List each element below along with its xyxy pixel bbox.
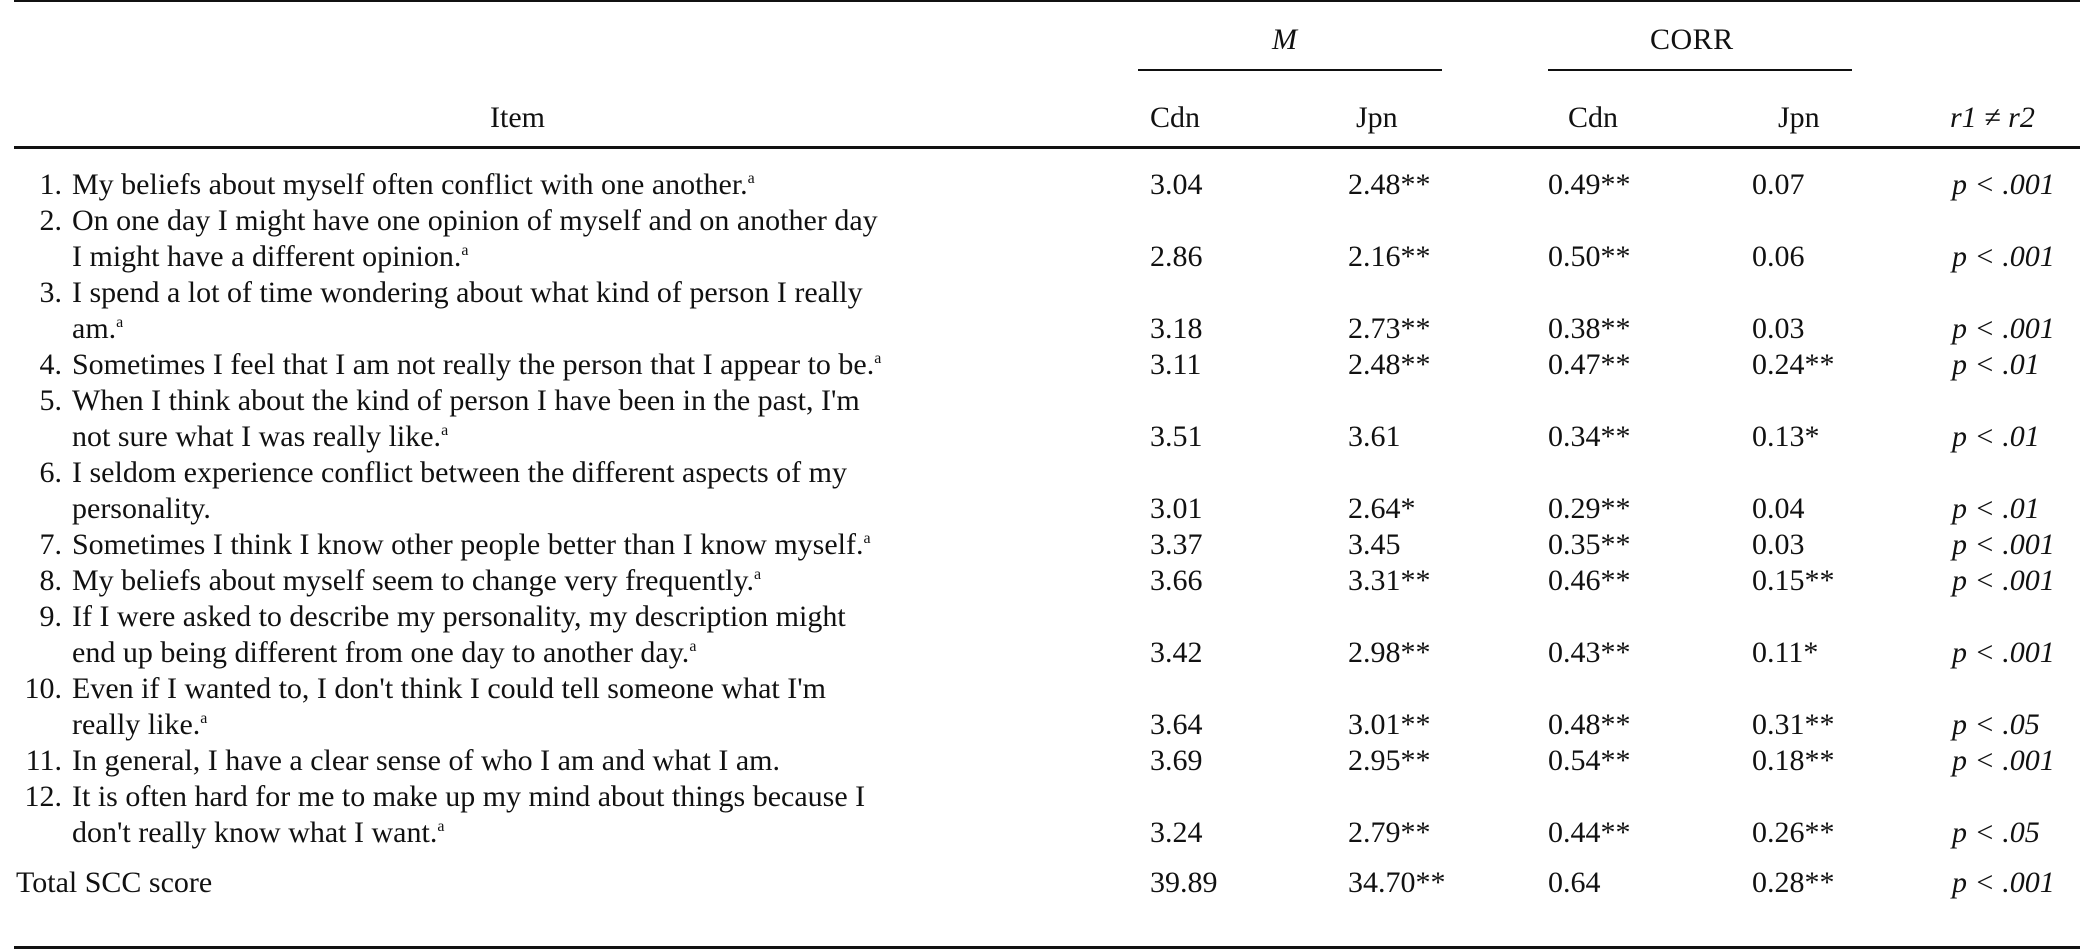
column-header-corr-jpn: Jpn xyxy=(1778,101,1820,134)
corr-cdn-value: 0.50** xyxy=(1548,240,1631,273)
corr-cdn-value: 0.49** xyxy=(1548,168,1631,201)
corr-jpn-value: 0.06 xyxy=(1752,240,1805,273)
m-cdn-value: 3.64 xyxy=(1150,708,1203,741)
table-row xyxy=(0,563,2093,599)
item-number: 9. xyxy=(39,600,62,633)
m-cdn-value: 3.66 xyxy=(1150,564,1203,597)
m-cdn-value: 3.69 xyxy=(1150,744,1203,777)
p-value: p < .001 xyxy=(1952,240,2055,273)
p-value: p < .01 xyxy=(1952,492,2040,525)
corr-cdn-value: 0.43** xyxy=(1548,636,1631,669)
total-p-value: p < .001 xyxy=(1952,866,2055,899)
item-number: 6. xyxy=(39,456,62,489)
p-value: p < .05 xyxy=(1952,708,2040,741)
corr-jpn-value: 0.24** xyxy=(1752,348,1835,381)
footnote-marker: a xyxy=(747,170,755,187)
table-row xyxy=(0,275,2093,347)
column-header-r-test: r1 ≠ r2 xyxy=(1950,101,2035,134)
total-corr-cdn-value: 0.64 xyxy=(1548,866,1601,899)
m-jpn-value: 3.61 xyxy=(1348,420,1401,453)
footnote-marker: a xyxy=(461,242,469,259)
m-jpn-value: 2.73** xyxy=(1348,312,1431,345)
item-number: 3. xyxy=(39,276,62,309)
column-header-corr-cdn: Cdn xyxy=(1568,101,1619,134)
item-text-line: end up being different from one day to another day.$^a$ xyxy=(72,636,697,669)
item-text-line: don't really know what I want.$^a$ xyxy=(72,816,445,849)
item-text-line: In general, I have a clear sense of who I am and what I am. xyxy=(72,744,781,777)
footnote-marker: a xyxy=(874,350,882,367)
footnote-marker: a xyxy=(441,422,449,439)
p-value: p < .001 xyxy=(1952,528,2055,561)
column-header-m-jpn: Jpn xyxy=(1356,101,1398,134)
group-header-corr: CORR xyxy=(1650,23,1734,56)
table-bottom-rule xyxy=(14,946,2080,949)
item-text-line: Sometimes I feel that I am not really the person that I appear to be.$^a$ xyxy=(72,348,882,381)
table-row xyxy=(0,779,2093,851)
corr-jpn-value: 0.31** xyxy=(1752,708,1835,741)
group-rule-corr xyxy=(1548,69,1852,71)
table-row xyxy=(0,347,2093,383)
m-cdn-value: 3.24 xyxy=(1150,816,1203,849)
item-text-line: It is often hard for me to make up my mind about things because I xyxy=(72,780,866,813)
group-header-m: M xyxy=(1272,23,1297,56)
item-text-line: On one day I might have one opinion of myself and on another day xyxy=(72,204,878,237)
item-text-line: Sometimes I think I know other people better than I know myself.$^a$ xyxy=(72,528,871,561)
corr-cdn-value: 0.38** xyxy=(1548,312,1631,345)
footnote-marker: a xyxy=(863,530,871,547)
m-jpn-value: 3.45 xyxy=(1348,528,1401,561)
corr-jpn-value: 0.04 xyxy=(1752,492,1805,525)
m-cdn-value: 3.42 xyxy=(1150,636,1203,669)
m-cdn-value: 3.11 xyxy=(1150,348,1202,381)
corr-jpn-value: 0.03 xyxy=(1752,528,1805,561)
p-value: p < .001 xyxy=(1952,636,2055,669)
corr-jpn-value: 0.13* xyxy=(1752,420,1820,453)
p-value: p < .001 xyxy=(1952,564,2055,597)
group-rule-m xyxy=(1138,69,1442,71)
corr-jpn-value: 0.18** xyxy=(1752,744,1835,777)
item-number: 8. xyxy=(39,564,62,597)
corr-cdn-value: 0.34** xyxy=(1548,420,1631,453)
total-corr-jpn-value: 0.28** xyxy=(1752,866,1835,899)
table-top-rule xyxy=(14,0,2080,2)
m-cdn-value: 3.37 xyxy=(1150,528,1203,561)
m-jpn-value: 2.98** xyxy=(1348,636,1431,669)
footnote-marker: a xyxy=(754,566,762,583)
table-row xyxy=(0,671,2093,743)
corr-jpn-value: 0.26** xyxy=(1752,816,1835,849)
m-jpn-value: 3.01** xyxy=(1348,708,1431,741)
corr-jpn-value: 0.11* xyxy=(1752,636,1819,669)
corr-cdn-value: 0.35** xyxy=(1548,528,1631,561)
item-text-line: really like.$^a$ xyxy=(72,708,208,741)
m-jpn-value: 2.79** xyxy=(1348,816,1431,849)
item-number: 10. xyxy=(24,672,62,705)
column-header-m-cdn: Cdn xyxy=(1150,101,1201,134)
corr-cdn-value: 0.46** xyxy=(1548,564,1631,597)
item-text-line: Even if I wanted to, I don't think I could tell someone what I'm xyxy=(72,672,826,705)
m-jpn-value: 3.31** xyxy=(1348,564,1431,597)
table-row xyxy=(0,527,2093,563)
p-value: p < .001 xyxy=(1952,312,2055,345)
item-number: 12. xyxy=(24,780,62,813)
footnote-marker: a xyxy=(116,314,124,331)
corr-cdn-value: 0.48** xyxy=(1548,708,1631,741)
corr-jpn-value: 0.07 xyxy=(1752,168,1805,201)
item-number: 7. xyxy=(39,528,62,561)
table-row xyxy=(0,599,2093,671)
item-text-line: If I were asked to describe my personality, my description might xyxy=(72,600,846,633)
item-number: 4. xyxy=(39,348,62,381)
item-text-line: am.$^a$ xyxy=(72,312,124,345)
footnote-marker: a xyxy=(437,818,445,835)
item-text-line: I might have a different opinion.$^a$ xyxy=(72,240,469,273)
corr-cdn-value: 0.47** xyxy=(1548,348,1631,381)
m-jpn-value: 2.48** xyxy=(1348,168,1431,201)
item-number: 2. xyxy=(39,204,62,237)
p-value: p < .05 xyxy=(1952,816,2040,849)
item-text-line: When I think about the kind of person I have been in the past, I'm xyxy=(72,384,860,417)
p-value: p < .01 xyxy=(1952,348,2040,381)
p-value: p < .01 xyxy=(1952,420,2040,453)
item-number: 5. xyxy=(39,384,62,417)
corr-cdn-value: 0.29** xyxy=(1548,492,1631,525)
item-text-line: I seldom experience conflict between the different aspects of my xyxy=(72,456,847,489)
item-text-line: I spend a lot of time wondering about what kind of person I really xyxy=(72,276,863,309)
m-cdn-value: 2.86 xyxy=(1150,240,1203,273)
total-row xyxy=(0,865,2093,901)
m-cdn-value: 3.04 xyxy=(1150,168,1203,201)
p-value: p < .001 xyxy=(1952,744,2055,777)
corr-cdn-value: 0.44** xyxy=(1548,816,1631,849)
footnote-marker: a xyxy=(200,710,208,727)
m-cdn-value: 3.01 xyxy=(1150,492,1203,525)
m-jpn-value: 2.48** xyxy=(1348,348,1431,381)
corr-jpn-value: 0.03 xyxy=(1752,312,1805,345)
item-number: 11. xyxy=(25,744,62,777)
footnote-marker: a xyxy=(689,638,697,655)
table-row xyxy=(0,203,2093,275)
m-cdn-value: 3.51 xyxy=(1150,420,1203,453)
item-text-line: My beliefs about myself often conflict with one another.$^a$ xyxy=(72,168,755,201)
m-jpn-value: 2.95** xyxy=(1348,744,1431,777)
total-m-jpn-value: 34.70** xyxy=(1348,866,1446,899)
column-header-item: Item xyxy=(490,101,545,134)
corr-cdn-value: 0.54** xyxy=(1548,744,1631,777)
table-row xyxy=(0,167,2093,203)
m-jpn-value: 2.16** xyxy=(1348,240,1431,273)
table-row xyxy=(0,455,2093,527)
table-row xyxy=(0,383,2093,455)
corr-jpn-value: 0.15** xyxy=(1752,564,1835,597)
table-row xyxy=(0,743,2093,779)
total-label: Total SCC score xyxy=(16,866,213,899)
item-text-line: not sure what I was really like.$^a$ xyxy=(72,420,449,453)
item-text-line: My beliefs about myself seem to change very frequently.$^a$ xyxy=(72,564,762,597)
m-cdn-value: 3.18 xyxy=(1150,312,1203,345)
total-m-cdn-value: 39.89 xyxy=(1150,866,1218,899)
p-value: p < .001 xyxy=(1952,168,2055,201)
table-header-rule xyxy=(14,146,2080,149)
item-number: 1. xyxy=(39,168,62,201)
m-jpn-value: 2.64* xyxy=(1348,492,1416,525)
item-text-line: personality. xyxy=(72,492,211,525)
